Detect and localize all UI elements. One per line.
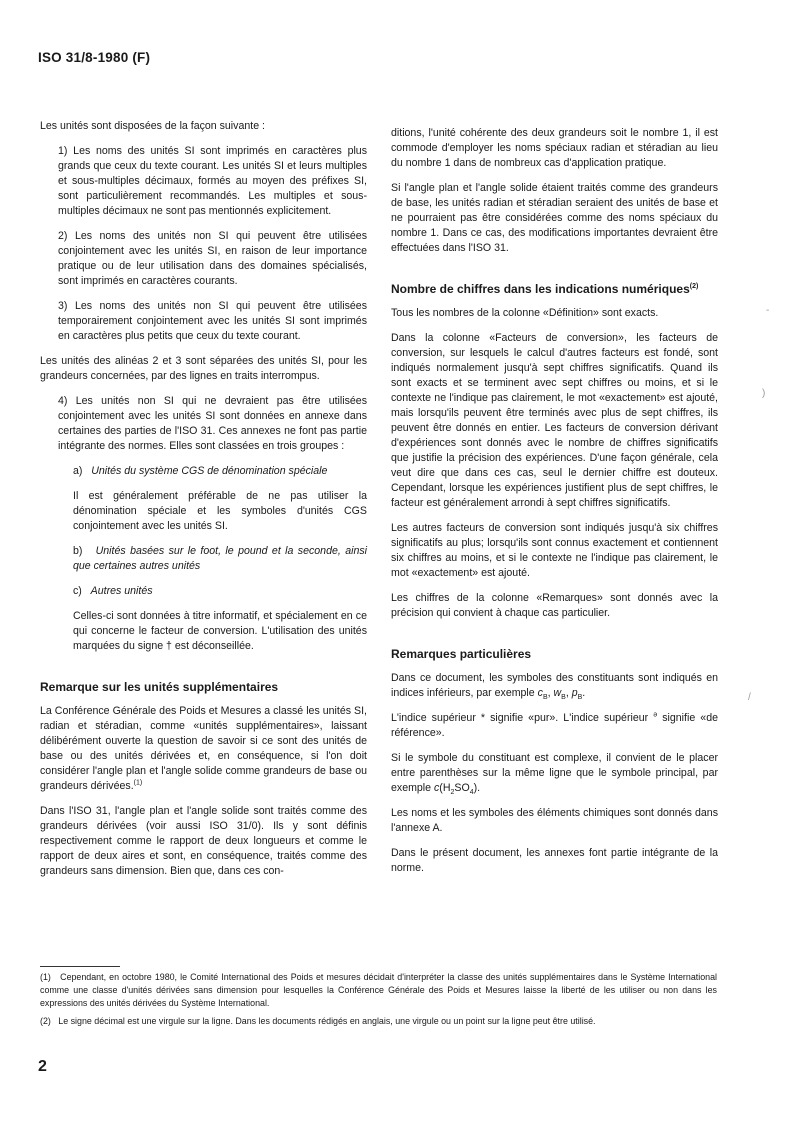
footnote-divider — [40, 966, 120, 967]
conference-text: La Conférence Générale des Poids et Mesures a classé les unités SI, radian et stéradian, comme «unités supplémentaires», laissant délibérément ouverte la question de savoir si ce sont des unités de base ou des unités dérivées et, en conséquence, si l'on doit considérer l'angle plan et l'angle solide comme grandeurs de base ou grandeurs dérivées. — [40, 705, 367, 792]
group-c-text: Autres unités — [90, 585, 153, 597]
margin-mark: - — [766, 305, 770, 316]
group-a-text: Unités du système CGS de dénomination spéciale — [91, 465, 328, 477]
group-a-description: Il est généralement préférable de ne pas utiliser la dénomination spéciale et les symboles d'unités CGS conjointement avec les unités SI. — [73, 490, 367, 532]
factors-paragraph: Dans la colonne «Facteurs de conversion», les facteurs de conversion, sur lesquels le calcul d'autres facteurs est fondé, sont indiqués normalement jusqu'à sept chiffres significatifs. Quand ils sont exacts et se terminent avec sept chiffres ou moins, et si le contexte ne l'indique pas clairement, le mot «exactement» est ajouté, mais lorsqu'ils peuvent être terminés avec plus de sept chiffres, ils peuvent être donnés en entier. Les facteurs de conversion dérivant d'expériences sont donnés avec le nombre de chiffres significatifs que justifie la précision des expériences. D'une façon générale, cela veut dire que dans ces cas, seul le dernier chiffre est douteux. Cependant, lorsque les expériences justifient plus de sept chiffres, le facteur est généralement arrondi à sept chiffres significatifs. — [391, 332, 718, 509]
section-heading-digits — [391, 282, 718, 296]
footnote-ref-1: (1) — [133, 779, 143, 787]
group-c-label: c) — [73, 585, 82, 597]
other-factors-paragraph: Les autres facteurs de conversion sont indiqués jusqu'à six chiffres significatifs au plus; lorsqu'ils sont connus exactement et contiennent six chiffres au moins, et si le contexte ne l'indique pas clairement, le mot «exactement» est ajouté. — [391, 522, 718, 579]
list-item-2: 2) Les noms des unités non SI qui peuvent être utilisées conjointement avec les unités SI, en raison de leur importance pratique ou de leur utilisation dans des domaines spécialisés, sont imprimés en caractères courants. — [58, 230, 367, 287]
list-item-3: 3) Les noms des unités non SI qui peuvent être utilisées temporairement conjointement avec les unités SI sont imprimés en caractères plus petits que ceux du texte courant. — [58, 300, 367, 342]
section-heading-supplementary: Remarque sur les unités supplémentaires — [40, 680, 279, 694]
margin-mark: ) — [762, 388, 766, 399]
section-heading-particular: Remarques particulières — [391, 647, 532, 661]
continued-paragraph: ditions, l'unité cohérente des deux grandeurs soit le nombre 1, il est commode d'employer les noms spéciaux radian et stéradian au lieu du nombre 1 dans de nombreux cas d'application pratique. — [391, 127, 718, 169]
conference-paragraph — [40, 704, 367, 794]
formula-part-1: (H — [439, 782, 451, 794]
exact-paragraph: Tous les nombres de la colonne «Définition» sont exacts. — [391, 307, 659, 319]
footnote-2-label: (2) — [40, 1016, 51, 1026]
example-w-sub: B — [561, 694, 566, 702]
list-item-1: 1) Les noms des unités SI sont imprimés en caractères plus grands que ceux du texte courant. Les unités SI et leurs multiples et sous-multiples décimaux, formés au moyen des préfixes SI, sont particulièrement recommandés. Les multiples et sous-multiples décimaux ne sont pas mentionnés explicitement. — [58, 145, 367, 217]
symbols-paragraph: Dans ce document, les symboles des constituants sont indiqués en indices inférieurs, par exemple $c_B$, $w_B$, $p_B$. — [391, 672, 718, 702]
footnote-2 — [40, 1015, 717, 1028]
example-c: c — [537, 687, 543, 699]
footnote-2-text: Le signe décimal est une virgule sur la ligne. Dans les documents rédigés en anglais, une virgule ou un point sur la ligne peut être utilisé. — [58, 1016, 596, 1026]
group-c-title — [40, 584, 367, 599]
formula-part-3: ). — [473, 782, 481, 794]
group-b-title — [40, 544, 367, 574]
symbols-text: Dans ce document, les symboles des constituants sont indiqués en indices inférieurs, par exemple — [391, 672, 718, 699]
document-code: ISO 31/8-1980 (F) — [38, 50, 151, 65]
page-number: 2 — [38, 1058, 47, 1075]
formula-sub-2: 2 — [450, 789, 455, 797]
example-p-sub: B — [577, 694, 583, 702]
superscript-text-a: L'indice supérieur * signifie «pur». L'indice supérieur — [391, 712, 649, 724]
example-p: p — [571, 687, 578, 699]
list-item-4: 4) Les unités non SI qui ne devraient pas être utilisées conjointement avec les unités SI sont données en annexe dans certaines des parties de l'ISO 31. Ces annexes ne font pas partie intégrante des normes. Elles sont classées en trois groupes : — [58, 395, 367, 452]
complex-symbol-paragraph — [391, 751, 718, 796]
group-c-description: Celles-ci sont données à titre informatif, et spécialement en ce qui concerne le facteur de conversion. L'utilisation des unités marquées du signe † est déconseillée. — [73, 610, 367, 652]
group-a-title — [40, 464, 367, 479]
complex-example-c: c — [434, 782, 440, 794]
group-b-text: Unités basées sur le foot, le pound et la seconde, ainsi que certaines autres unités — [73, 545, 367, 572]
reference-symbol: ə — [653, 711, 658, 719]
example-c-sub: B — [542, 694, 548, 702]
footnote-ref-2: (2) — [689, 283, 699, 290]
intro-paragraph: Les unités sont disposées de la façon suivante : — [40, 120, 265, 132]
remarks-column-paragraph: Les chiffres de la colonne «Remarques» sont donnés avec la précision qui convient à chaque cas particulier. — [391, 592, 718, 619]
footnotes — [40, 971, 717, 1033]
separated-paragraph: Les unités des alinéas 2 et 3 sont séparées des unités SI, pour les grandeurs concernées, par des lignes en traits interrompus. — [40, 355, 367, 382]
margin-mark: / — [748, 692, 751, 703]
example-w: w — [553, 687, 562, 699]
footnote-1 — [40, 971, 717, 1010]
base-quantities-paragraph: Si l'angle plan et l'angle solide étaient traités comme des grandeurs de base, les unités radian et stéradian seraient des unités de base et ne pourraient pas être considérées comme des noms spéciaux du nombre 1. Dans ce cas, des modifications importantes devraient être effectuées dans l'ISO 31. — [391, 182, 718, 254]
complex-text: Si le symbole du constituant est complexe, il convient de le placer entre parenthèses sur la même ligne que le symbole principal, par exemple — [391, 752, 718, 794]
group-a-label: a) — [73, 465, 83, 477]
iso-paragraph: Dans l'ISO 31, l'angle plan et l'angle solide sont traités comme des grandeurs dérivées (voir aussi ISO 31/0). Ils y sont définis respectivement comme le rapport de deux longueurs et comme le rapport de deux aires et sont, en conséquence, traités comme des grandeurs sans dimension. Bien que, dans ces con- — [40, 805, 367, 877]
annexes-paragraph: Dans le présent document, les annexes font partie intégrante de la norme. — [391, 847, 718, 874]
group-b-label: b) — [73, 545, 83, 557]
digits-heading-text: Nombre de chiffres dans les indications numériques — [391, 282, 690, 296]
left-column — [40, 119, 367, 889]
right-column — [391, 126, 718, 886]
footnote-1-label: (1) — [40, 972, 51, 982]
elements-paragraph: Les noms et les symboles des éléments chimiques sont donnés dans l'annexe A. — [391, 807, 718, 834]
footnote-1-text: Cependant, en octobre 1980, le Comité International des Poids et mesures décidait d'interpréter la classe des unités supplémentaires dans le Système International comme une classe d'unités dérivées sans dimension pour lesquelles la Conférence Générale des Poids et Mesures laisse la liberté de les utiliser ou non dans les expressions des unités dérivées du Système International. — [40, 972, 717, 1008]
formula-part-2: SO — [454, 782, 470, 794]
superscript-paragraph — [391, 711, 718, 741]
formula-sub-4: 4 — [469, 789, 474, 797]
superscript-text-b: signifie «de référence». — [391, 712, 718, 739]
